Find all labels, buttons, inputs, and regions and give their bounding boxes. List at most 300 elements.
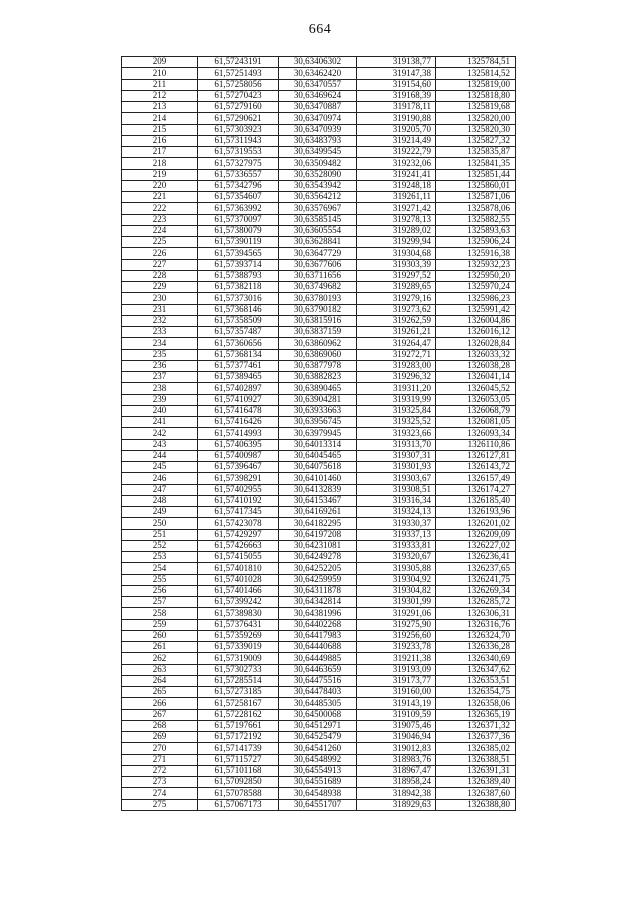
y-coordinate-cell: 1326127,81 xyxy=(436,450,516,461)
y-coordinate-cell: 1325841,35 xyxy=(436,158,516,169)
latitude-cell: 61,57401810 xyxy=(198,563,279,574)
latitude-cell: 61,57279160 xyxy=(198,102,279,113)
longitude-cell: 30,64512971 xyxy=(279,720,357,731)
y-coordinate-cell: 1326093,34 xyxy=(436,428,516,439)
point-number-cell: 214 xyxy=(122,113,198,124)
table-row xyxy=(122,293,516,304)
longitude-cell: 30,63470887 xyxy=(279,102,357,113)
point-number-cell: 273 xyxy=(122,777,198,788)
latitude-cell: 61,57400987 xyxy=(198,450,279,461)
latitude-cell: 61,57327975 xyxy=(198,158,279,169)
latitude-cell: 61,57410192 xyxy=(198,495,279,506)
longitude-cell: 30,63499545 xyxy=(279,147,357,158)
table-row xyxy=(122,788,516,799)
point-number-cell: 224 xyxy=(122,225,198,236)
x-coordinate-cell: 319261,21 xyxy=(357,327,436,338)
x-coordinate-cell: 319190,88 xyxy=(357,113,436,124)
table-row xyxy=(122,563,516,574)
latitude-cell: 61,57399242 xyxy=(198,597,279,608)
longitude-cell: 30,63890465 xyxy=(279,383,357,394)
latitude-cell: 61,57358509 xyxy=(198,315,279,326)
x-coordinate-cell: 319320,67 xyxy=(357,552,436,563)
point-number-cell: 238 xyxy=(122,383,198,394)
latitude-cell: 61,57416426 xyxy=(198,417,279,428)
table-row xyxy=(122,642,516,653)
table-row xyxy=(122,495,516,506)
point-number-cell: 227 xyxy=(122,259,198,270)
table-row xyxy=(122,743,516,754)
latitude-cell: 61,57382118 xyxy=(198,282,279,293)
x-coordinate-cell: 319301,93 xyxy=(357,462,436,473)
longitude-cell: 30,63585145 xyxy=(279,214,357,225)
point-number-cell: 236 xyxy=(122,360,198,371)
latitude-cell: 61,57401466 xyxy=(198,585,279,596)
x-coordinate-cell: 319168,39 xyxy=(357,90,436,101)
point-number-cell: 242 xyxy=(122,428,198,439)
y-coordinate-cell: 1325827,32 xyxy=(436,135,516,146)
x-coordinate-cell: 319214,49 xyxy=(357,135,436,146)
longitude-cell: 30,63711656 xyxy=(279,270,357,281)
point-number-cell: 266 xyxy=(122,698,198,709)
x-coordinate-cell: 318967,47 xyxy=(357,765,436,776)
table-row xyxy=(122,270,516,281)
point-number-cell: 270 xyxy=(122,743,198,754)
latitude-cell: 61,57319553 xyxy=(198,147,279,158)
y-coordinate-cell: 1326358,06 xyxy=(436,698,516,709)
table-row xyxy=(122,777,516,788)
longitude-cell: 30,64311878 xyxy=(279,585,357,596)
latitude-cell: 61,57270423 xyxy=(198,90,279,101)
longitude-cell: 30,64259959 xyxy=(279,574,357,585)
longitude-cell: 30,63882823 xyxy=(279,372,357,383)
point-number-cell: 219 xyxy=(122,169,198,180)
y-coordinate-cell: 1325991,42 xyxy=(436,304,516,315)
x-coordinate-cell: 319241,41 xyxy=(357,169,436,180)
y-coordinate-cell: 1326193,96 xyxy=(436,507,516,518)
y-coordinate-cell: 1325882,55 xyxy=(436,214,516,225)
table-row xyxy=(122,608,516,619)
y-coordinate-cell: 1325819,00 xyxy=(436,79,516,90)
point-number-cell: 220 xyxy=(122,180,198,191)
x-coordinate-cell: 319324,13 xyxy=(357,507,436,518)
x-coordinate-cell: 319283,00 xyxy=(357,360,436,371)
point-number-cell: 257 xyxy=(122,597,198,608)
table-row xyxy=(122,169,516,180)
x-coordinate-cell: 319337,13 xyxy=(357,529,436,540)
x-coordinate-cell: 319333,81 xyxy=(357,540,436,551)
latitude-cell: 61,57354607 xyxy=(198,192,279,203)
point-number-cell: 272 xyxy=(122,765,198,776)
x-coordinate-cell: 319193,09 xyxy=(357,664,436,675)
y-coordinate-cell: 1326110,86 xyxy=(436,439,516,450)
longitude-cell: 30,63837159 xyxy=(279,327,357,338)
longitude-cell: 30,64197208 xyxy=(279,529,357,540)
table-row xyxy=(122,90,516,101)
table-row xyxy=(122,68,516,79)
latitude-cell: 61,57380079 xyxy=(198,225,279,236)
longitude-cell: 30,63564212 xyxy=(279,192,357,203)
longitude-cell: 30,63528090 xyxy=(279,169,357,180)
latitude-cell: 61,57373016 xyxy=(198,293,279,304)
y-coordinate-cell: 1326365,19 xyxy=(436,709,516,720)
table-row xyxy=(122,124,516,135)
point-number-cell: 248 xyxy=(122,495,198,506)
table-row xyxy=(122,518,516,529)
y-coordinate-cell: 1326306,31 xyxy=(436,608,516,619)
longitude-cell: 30,63628841 xyxy=(279,237,357,248)
table-row xyxy=(122,417,516,428)
y-coordinate-cell: 1326347,62 xyxy=(436,664,516,675)
x-coordinate-cell: 319248,18 xyxy=(357,180,436,191)
table-row xyxy=(122,158,516,169)
table-row xyxy=(122,248,516,259)
latitude-cell: 61,57402897 xyxy=(198,383,279,394)
point-number-cell: 234 xyxy=(122,338,198,349)
page-number: 664 xyxy=(308,22,332,37)
point-number-cell: 222 xyxy=(122,203,198,214)
table-row xyxy=(122,698,516,709)
table-row xyxy=(122,653,516,664)
longitude-cell: 30,64045465 xyxy=(279,450,357,461)
latitude-cell: 61,57363992 xyxy=(198,203,279,214)
latitude-cell: 61,57389830 xyxy=(198,608,279,619)
y-coordinate-cell: 1326241,75 xyxy=(436,574,516,585)
y-coordinate-cell: 1326269,34 xyxy=(436,585,516,596)
point-number-cell: 211 xyxy=(122,79,198,90)
x-coordinate-cell: 319296,32 xyxy=(357,372,436,383)
latitude-cell: 61,57067173 xyxy=(198,799,279,810)
x-coordinate-cell: 319278,13 xyxy=(357,214,436,225)
latitude-cell: 61,57368146 xyxy=(198,304,279,315)
latitude-cell: 61,57406395 xyxy=(198,439,279,450)
table-row xyxy=(122,372,516,383)
table-row xyxy=(122,709,516,720)
longitude-cell: 30,63470974 xyxy=(279,113,357,124)
table-row xyxy=(122,552,516,563)
latitude-cell: 61,57258056 xyxy=(198,79,279,90)
table-row xyxy=(122,360,516,371)
x-coordinate-cell: 318958,24 xyxy=(357,777,436,788)
latitude-cell: 61,57377461 xyxy=(198,360,279,371)
y-coordinate-cell: 1325986,23 xyxy=(436,293,516,304)
table-row xyxy=(122,732,516,743)
latitude-cell: 61,57398291 xyxy=(198,473,279,484)
longitude-cell: 30,63979945 xyxy=(279,428,357,439)
longitude-cell: 30,64548992 xyxy=(279,754,357,765)
latitude-cell: 61,57311943 xyxy=(198,135,279,146)
table-row xyxy=(122,225,516,236)
table-row xyxy=(122,799,516,810)
longitude-cell: 30,64551689 xyxy=(279,777,357,788)
table-row xyxy=(122,675,516,686)
x-coordinate-cell: 319275,90 xyxy=(357,619,436,630)
latitude-cell: 61,57285514 xyxy=(198,675,279,686)
y-coordinate-cell: 1325906,24 xyxy=(436,237,516,248)
table-row xyxy=(122,327,516,338)
x-coordinate-cell: 319304,92 xyxy=(357,574,436,585)
table-row xyxy=(122,57,516,68)
x-coordinate-cell: 319303,39 xyxy=(357,259,436,270)
y-coordinate-cell: 1326053,05 xyxy=(436,394,516,405)
y-coordinate-cell: 1325835,87 xyxy=(436,147,516,158)
y-coordinate-cell: 1326377,36 xyxy=(436,732,516,743)
point-number-cell: 261 xyxy=(122,642,198,653)
point-number-cell: 269 xyxy=(122,732,198,743)
x-coordinate-cell: 319291,06 xyxy=(357,608,436,619)
coordinates-table-body xyxy=(122,57,516,811)
latitude-cell: 61,57393714 xyxy=(198,259,279,270)
longitude-cell: 30,64075618 xyxy=(279,462,357,473)
latitude-cell: 61,57410927 xyxy=(198,394,279,405)
table-row xyxy=(122,180,516,191)
point-number-cell: 213 xyxy=(122,102,198,113)
x-coordinate-cell: 319147,38 xyxy=(357,68,436,79)
point-number-cell: 230 xyxy=(122,293,198,304)
latitude-cell: 61,57115727 xyxy=(198,754,279,765)
point-number-cell: 240 xyxy=(122,405,198,416)
latitude-cell: 61,57092850 xyxy=(198,777,279,788)
x-coordinate-cell: 319160,00 xyxy=(357,687,436,698)
x-coordinate-cell: 319305,88 xyxy=(357,563,436,574)
longitude-cell: 30,64551707 xyxy=(279,799,357,810)
y-coordinate-cell: 1326033,32 xyxy=(436,349,516,360)
latitude-cell: 61,57303923 xyxy=(198,124,279,135)
table-row xyxy=(122,687,516,698)
point-number-cell: 226 xyxy=(122,248,198,259)
point-number-cell: 237 xyxy=(122,372,198,383)
latitude-cell: 61,57389465 xyxy=(198,372,279,383)
latitude-cell: 61,57078588 xyxy=(198,788,279,799)
point-number-cell: 255 xyxy=(122,574,198,585)
point-number-cell: 235 xyxy=(122,349,198,360)
y-coordinate-cell: 1326041,14 xyxy=(436,372,516,383)
point-number-cell: 229 xyxy=(122,282,198,293)
table-row xyxy=(122,338,516,349)
table-row xyxy=(122,259,516,270)
x-coordinate-cell: 319301,99 xyxy=(357,597,436,608)
latitude-cell: 61,57415055 xyxy=(198,552,279,563)
longitude-cell: 30,63933663 xyxy=(279,405,357,416)
y-coordinate-cell: 1326028,84 xyxy=(436,338,516,349)
y-coordinate-cell: 1326388,80 xyxy=(436,799,516,810)
y-coordinate-cell: 1326016,12 xyxy=(436,327,516,338)
longitude-cell: 30,63469624 xyxy=(279,90,357,101)
latitude-cell: 61,57290621 xyxy=(198,113,279,124)
latitude-cell: 61,57417345 xyxy=(198,507,279,518)
table-row xyxy=(122,540,516,551)
y-coordinate-cell: 1326004,86 xyxy=(436,315,516,326)
table-row xyxy=(122,282,516,293)
latitude-cell: 61,57429297 xyxy=(198,529,279,540)
longitude-cell: 30,64342814 xyxy=(279,597,357,608)
point-number-cell: 247 xyxy=(122,484,198,495)
longitude-cell: 30,64554913 xyxy=(279,765,357,776)
longitude-cell: 30,63576967 xyxy=(279,203,357,214)
latitude-cell: 61,57426663 xyxy=(198,540,279,551)
x-coordinate-cell: 319304,82 xyxy=(357,585,436,596)
x-coordinate-cell: 319173,77 xyxy=(357,675,436,686)
y-coordinate-cell: 1326201,02 xyxy=(436,518,516,529)
table-row xyxy=(122,473,516,484)
x-coordinate-cell: 319109,59 xyxy=(357,709,436,720)
latitude-cell: 61,57342796 xyxy=(198,180,279,191)
y-coordinate-cell: 1325860,01 xyxy=(436,180,516,191)
latitude-cell: 61,57396467 xyxy=(198,462,279,473)
longitude-cell: 30,64449885 xyxy=(279,653,357,664)
y-coordinate-cell: 1326324,70 xyxy=(436,630,516,641)
y-coordinate-cell: 1325878,06 xyxy=(436,203,516,214)
longitude-cell: 30,64525479 xyxy=(279,732,357,743)
latitude-cell: 61,57360656 xyxy=(198,338,279,349)
point-number-cell: 268 xyxy=(122,720,198,731)
longitude-cell: 30,64402268 xyxy=(279,619,357,630)
x-coordinate-cell: 319316,34 xyxy=(357,495,436,506)
point-number-cell: 231 xyxy=(122,304,198,315)
x-coordinate-cell: 318929,63 xyxy=(357,799,436,810)
table-row xyxy=(122,135,516,146)
longitude-cell: 30,63605554 xyxy=(279,225,357,236)
table-row xyxy=(122,203,516,214)
longitude-cell: 30,64478403 xyxy=(279,687,357,698)
y-coordinate-cell: 1325970,24 xyxy=(436,282,516,293)
longitude-cell: 30,63877978 xyxy=(279,360,357,371)
x-coordinate-cell: 319205,70 xyxy=(357,124,436,135)
y-coordinate-cell: 1326353,51 xyxy=(436,675,516,686)
longitude-cell: 30,63470557 xyxy=(279,79,357,90)
latitude-cell: 61,57172192 xyxy=(198,732,279,743)
table-row xyxy=(122,507,516,518)
longitude-cell: 30,63647729 xyxy=(279,248,357,259)
y-coordinate-cell: 1325820,30 xyxy=(436,124,516,135)
latitude-cell: 61,57388793 xyxy=(198,270,279,281)
point-number-cell: 228 xyxy=(122,270,198,281)
longitude-cell: 30,63790182 xyxy=(279,304,357,315)
point-number-cell: 221 xyxy=(122,192,198,203)
x-coordinate-cell: 318942,38 xyxy=(357,788,436,799)
x-coordinate-cell: 319012,83 xyxy=(357,743,436,754)
y-coordinate-cell: 1326081,05 xyxy=(436,417,516,428)
x-coordinate-cell: 319271,42 xyxy=(357,203,436,214)
y-coordinate-cell: 1325871,06 xyxy=(436,192,516,203)
table-row xyxy=(122,439,516,450)
point-number-cell: 241 xyxy=(122,417,198,428)
latitude-cell: 61,57359269 xyxy=(198,630,279,641)
y-coordinate-cell: 1326157,49 xyxy=(436,473,516,484)
table-row xyxy=(122,304,516,315)
point-number-cell: 249 xyxy=(122,507,198,518)
table-row xyxy=(122,315,516,326)
longitude-cell: 30,63509482 xyxy=(279,158,357,169)
y-coordinate-cell: 1325820,00 xyxy=(436,113,516,124)
table-row xyxy=(122,147,516,158)
point-number-cell: 218 xyxy=(122,158,198,169)
x-coordinate-cell: 319211,38 xyxy=(357,653,436,664)
point-number-cell: 267 xyxy=(122,709,198,720)
y-coordinate-cell: 1326316,76 xyxy=(436,619,516,630)
point-number-cell: 251 xyxy=(122,529,198,540)
x-coordinate-cell: 319299,94 xyxy=(357,237,436,248)
table-row xyxy=(122,720,516,731)
x-coordinate-cell: 319261,11 xyxy=(357,192,436,203)
longitude-cell: 30,63904281 xyxy=(279,394,357,405)
y-coordinate-cell: 1326391,31 xyxy=(436,765,516,776)
table-row xyxy=(122,237,516,248)
y-coordinate-cell: 1326388,51 xyxy=(436,754,516,765)
point-number-cell: 275 xyxy=(122,799,198,810)
y-coordinate-cell: 1326209,09 xyxy=(436,529,516,540)
longitude-cell: 30,63956745 xyxy=(279,417,357,428)
point-number-cell: 274 xyxy=(122,788,198,799)
x-coordinate-cell: 319323,66 xyxy=(357,428,436,439)
table-row xyxy=(122,394,516,405)
x-coordinate-cell: 319313,70 xyxy=(357,439,436,450)
latitude-cell: 61,57302733 xyxy=(198,664,279,675)
table-row xyxy=(122,619,516,630)
point-number-cell: 260 xyxy=(122,630,198,641)
y-coordinate-cell: 1326354,75 xyxy=(436,687,516,698)
longitude-cell: 30,63815916 xyxy=(279,315,357,326)
longitude-cell: 30,64475516 xyxy=(279,675,357,686)
coordinates-table xyxy=(121,56,516,811)
latitude-cell: 61,57319009 xyxy=(198,653,279,664)
latitude-cell: 61,57251493 xyxy=(198,68,279,79)
latitude-cell: 61,57273185 xyxy=(198,687,279,698)
y-coordinate-cell: 1326389,40 xyxy=(436,777,516,788)
y-coordinate-cell: 1326068,79 xyxy=(436,405,516,416)
longitude-cell: 30,63860962 xyxy=(279,338,357,349)
longitude-cell: 30,64417983 xyxy=(279,630,357,641)
latitude-cell: 61,57416478 xyxy=(198,405,279,416)
point-number-cell: 252 xyxy=(122,540,198,551)
longitude-cell: 30,64541260 xyxy=(279,743,357,754)
table-row xyxy=(122,585,516,596)
latitude-cell: 61,57141739 xyxy=(198,743,279,754)
table-row xyxy=(122,754,516,765)
longitude-cell: 30,63780193 xyxy=(279,293,357,304)
y-coordinate-cell: 1326371,32 xyxy=(436,720,516,731)
latitude-cell: 61,57357487 xyxy=(198,327,279,338)
point-number-cell: 258 xyxy=(122,608,198,619)
longitude-cell: 30,63406302 xyxy=(279,57,357,68)
point-number-cell: 246 xyxy=(122,473,198,484)
x-coordinate-cell: 319308,51 xyxy=(357,484,436,495)
x-coordinate-cell: 319303,67 xyxy=(357,473,436,484)
longitude-cell: 30,64500068 xyxy=(279,709,357,720)
x-coordinate-cell: 319075,46 xyxy=(357,720,436,731)
x-coordinate-cell: 319272,71 xyxy=(357,349,436,360)
latitude-cell: 61,57390119 xyxy=(198,237,279,248)
table-row xyxy=(122,79,516,90)
point-number-cell: 254 xyxy=(122,563,198,574)
table-row xyxy=(122,597,516,608)
longitude-cell: 30,64485305 xyxy=(279,698,357,709)
y-coordinate-cell: 1325819,68 xyxy=(436,102,516,113)
longitude-cell: 30,64381996 xyxy=(279,608,357,619)
point-number-cell: 225 xyxy=(122,237,198,248)
point-number-cell: 271 xyxy=(122,754,198,765)
point-number-cell: 263 xyxy=(122,664,198,675)
x-coordinate-cell: 319304,68 xyxy=(357,248,436,259)
y-coordinate-cell: 1326236,41 xyxy=(436,552,516,563)
y-coordinate-cell: 1325950,20 xyxy=(436,270,516,281)
x-coordinate-cell: 319330,37 xyxy=(357,518,436,529)
table-row xyxy=(122,405,516,416)
longitude-cell: 30,63470939 xyxy=(279,124,357,135)
longitude-cell: 30,63483793 xyxy=(279,135,357,146)
x-coordinate-cell: 319264,47 xyxy=(357,338,436,349)
point-number-cell: 250 xyxy=(122,518,198,529)
y-coordinate-cell: 1326045,52 xyxy=(436,383,516,394)
